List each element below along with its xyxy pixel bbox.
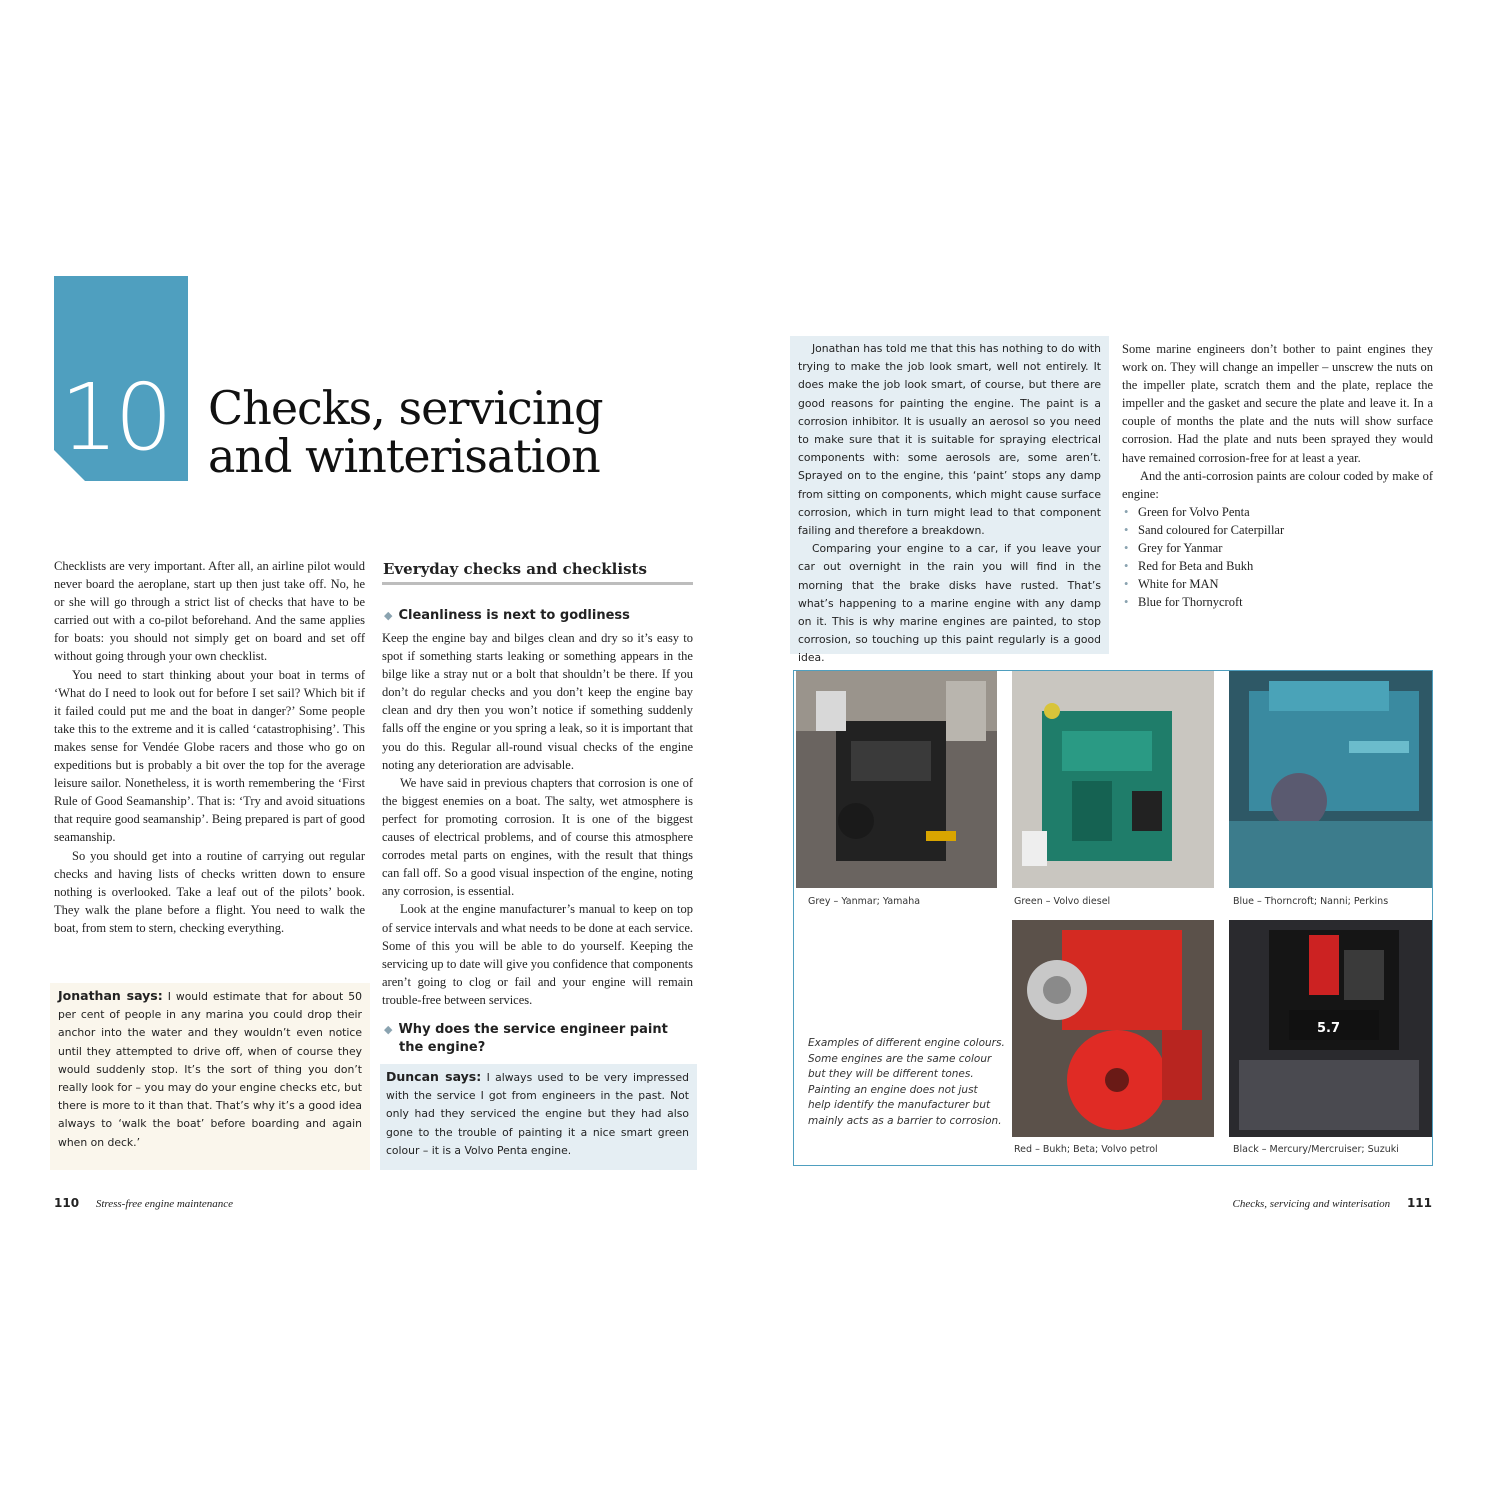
page-number-left: 110 [54,1196,80,1210]
middle-column [382,629,693,1009]
paragraph: Some marine engineers don’t bother to paint engines they work on. They will change an impeller – unscrew the nuts on the impeller plate, scratch them and the plate, replace the impeller and the gasket and secure the plate and leave it. In a couple of months the plate and the nuts will show surface corrosion. Had the plate and nuts been sprayed they would have remained corrosion-free for at least a year. [1122,342,1433,465]
list-item: • Sand coloured for Caterpillar [1122,521,1433,539]
photo-black-engine [1229,920,1432,1137]
caption-green: Green – Volvo diesel [1014,896,1111,907]
paint-explanation-box [790,336,1109,665]
paragraph: Jonathan has told me that this has nothing to do with trying to make the job look smart, well not entirely. It does make the job look smart, of course, but there are good reasons for painting the engine. The paint is a corrosion inhibitor. It is usually an aerosol so you need to make sure that it is suitable for spraying electrical components with: some aerosols are, some aren’t. Sprayed on to the engine, this ‘paint’ stops any damp from sitting on components, which might cause surface corrosion, which in turn might lead to that component failing and therefore a breakdown. [798,342,1101,538]
list-item: • White for MAN [1122,575,1433,593]
running-title-left: Stress-free engine maintenance [95,1198,234,1210]
list-item: • Red for Beta and Bukh [1122,557,1433,575]
paragraph: Look at the engine manufacturer’s manual to keep on top of service intervals and what needs to be done at each service. Some of this you will be able to do yourself. Keeping the servicing up to date will give you confidence that components aren’t going to clog or fail and your engine will remain trouble-free between services. [382,902,693,1007]
paragraph: Checklists are very important. After all, an airline pilot would never board the aeroplane, start up then just take off. No, he or she will go through a strict list of checks that have to be carried out with a co-pilot beforehand. And the same applies for boats: you should not simply get on board and set off without going through your own checklist. [54,559,365,664]
page-number-right: 111 [1406,1196,1432,1210]
blue-engine-image [1229,671,1432,888]
caption-grey: Grey – Yanmar; Yamaha [808,896,921,907]
subheading-paint: ◆ Why does the service engineer paint the engine? [384,1022,668,1055]
red-engine-image [1012,920,1214,1137]
running-title-right: Checks, servicing and winterisation [1232,1198,1391,1210]
chapter-title-line2: and winterisation [208,429,600,483]
section-heading-rule [382,582,693,585]
caption-red: Red – Bukh; Beta; Volvo petrol [1014,1144,1158,1155]
jonathan-says-text: I would estimate that for about 50 per cent of people in any marina you could drop their anchor into the water and they wouldn’t even notice until they attempted to drive off, when of course they would suddenly stop. It’s the sort of thing you don’t really look for – you may do your engine checks etc, but there is more to it than that. That’s why it’s a good idea always to ‘walk the boat’ before boarding and again when on deck.’ [58,990,362,1149]
photo-grey-engine [796,671,997,888]
paragraph: You need to start thinking about your boat in terms of ‘What do I need to look out for before I set sail? Which bit if it failed could put me and the boat in danger?’ Some people take this to the extreme and it is called ‘catastrophising’. This makes sense for Vendée Globe racers and those who go on expeditions but is probably a bit over the top for the average leisure sailor. Nonetheless, it is worth remembering the ‘First Rule of Good Seamanship’. That is: ‘Try and avoid situations that require good seamanship’. Being prepared is part of good seamanship. [54,667,365,845]
jonathan-says-box [50,983,370,1170]
list-item: • Blue for Thornycroft [1122,593,1433,611]
far-right-column [1122,340,1433,611]
subheading-cleanliness: ◆ Cleanliness is next to godliness [384,608,630,623]
black-engine-image [1229,920,1432,1137]
photo-note: Examples of different engine colours. Some engines are the same colour but they will be different tones. Painting an engine does not just help identify the manufacturer but mainly acts as a barrier to corrosion. [808,1037,1005,1127]
paragraph: We have said in previous chapters that corrosion is one of the biggest enemies on a boat. The salty, wet atmosphere is perfect for promoting corrosion. It is one of the biggest causes of electrical problems, and of course this atmosphere corrodes metal parts on engines, with the result that things can fall off. So a good visual inspection of the engine, noting any corrosion, is essential. [382,775,693,899]
diamond-icon: ◆ [384,1023,393,1036]
duncan-says-text: I always used to be very impressed with the service I got from engineers in the past. Not only had they serviced the engine but they had also gone to the trouble of painting it a nice smart green colour – it is a Volvo Penta engine. [386,1071,689,1157]
duncan-says-box [380,1064,697,1170]
paragraph: And the anti-corrosion paints are colour coded by make of engine: [1122,468,1433,501]
chapter-title-line1: Checks, servicing [208,381,603,435]
chapter-number: 10 [60,364,170,471]
green-engine-image [1012,671,1214,888]
list-item: • Grey for Yanmar [1122,539,1433,557]
caption-blue: Blue – Thorncroft; Nanni; Perkins [1233,896,1389,907]
footer-left [54,1196,233,1210]
engine-photo-panel [793,670,1433,1166]
photo-green-engine [1012,671,1214,888]
grey-engine-image [796,671,997,888]
list-item: • Green for Volvo Penta [1122,503,1433,521]
jonathan-says-label: Jonathan says: [58,988,163,1003]
paragraph: So you should get into a routine of carrying out regular checks and having lists of checks written down to ensure nothing is overlooked. Take a leaf out of the pilots’ book. They walk the plane before a flight. You need to walk the boat, from stem to stern, checking everything. [54,848,365,935]
paragraph: Comparing your engine to a car, if you leave your car out overnight in the rain you will find in the morning that the brake disks have rusted. That’s what’s happening to a marine engine with any damp on it. This is why marine engines are painted, to stop corrosion, so touching up this paint regularly is a good idea. [798,542,1101,665]
paragraph: Keep the engine bay and bilges clean and dry so it’s easy to spot if something starts leaking or something appears in the bilge like a stray nut or a bolt that shouldn’t be there. If you don’t do regular checks and you don’t keep the engine bay clean and dry then you won’t notice if something suddenly falls off the engine or you spring a leak, so it is important that you do this. Regular all-round visual checks of the engine noting any deterioration are advisable. [382,631,693,772]
diamond-icon: ◆ [384,609,393,622]
left-column [54,557,365,937]
caption-black: Black – Mercury/Mercruiser; Suzuki [1233,1144,1399,1155]
duncan-says-label: Duncan says: [386,1069,482,1084]
section-heading: Everyday checks and checklists [383,560,647,578]
chapter-title [208,381,603,483]
footer-right [1233,1196,1432,1210]
engine-colour-list [1122,503,1433,612]
photo-blue-engine [1229,671,1432,888]
photo-red-engine [1012,920,1214,1137]
engine-badge-text: 5.7 [1317,1021,1341,1036]
